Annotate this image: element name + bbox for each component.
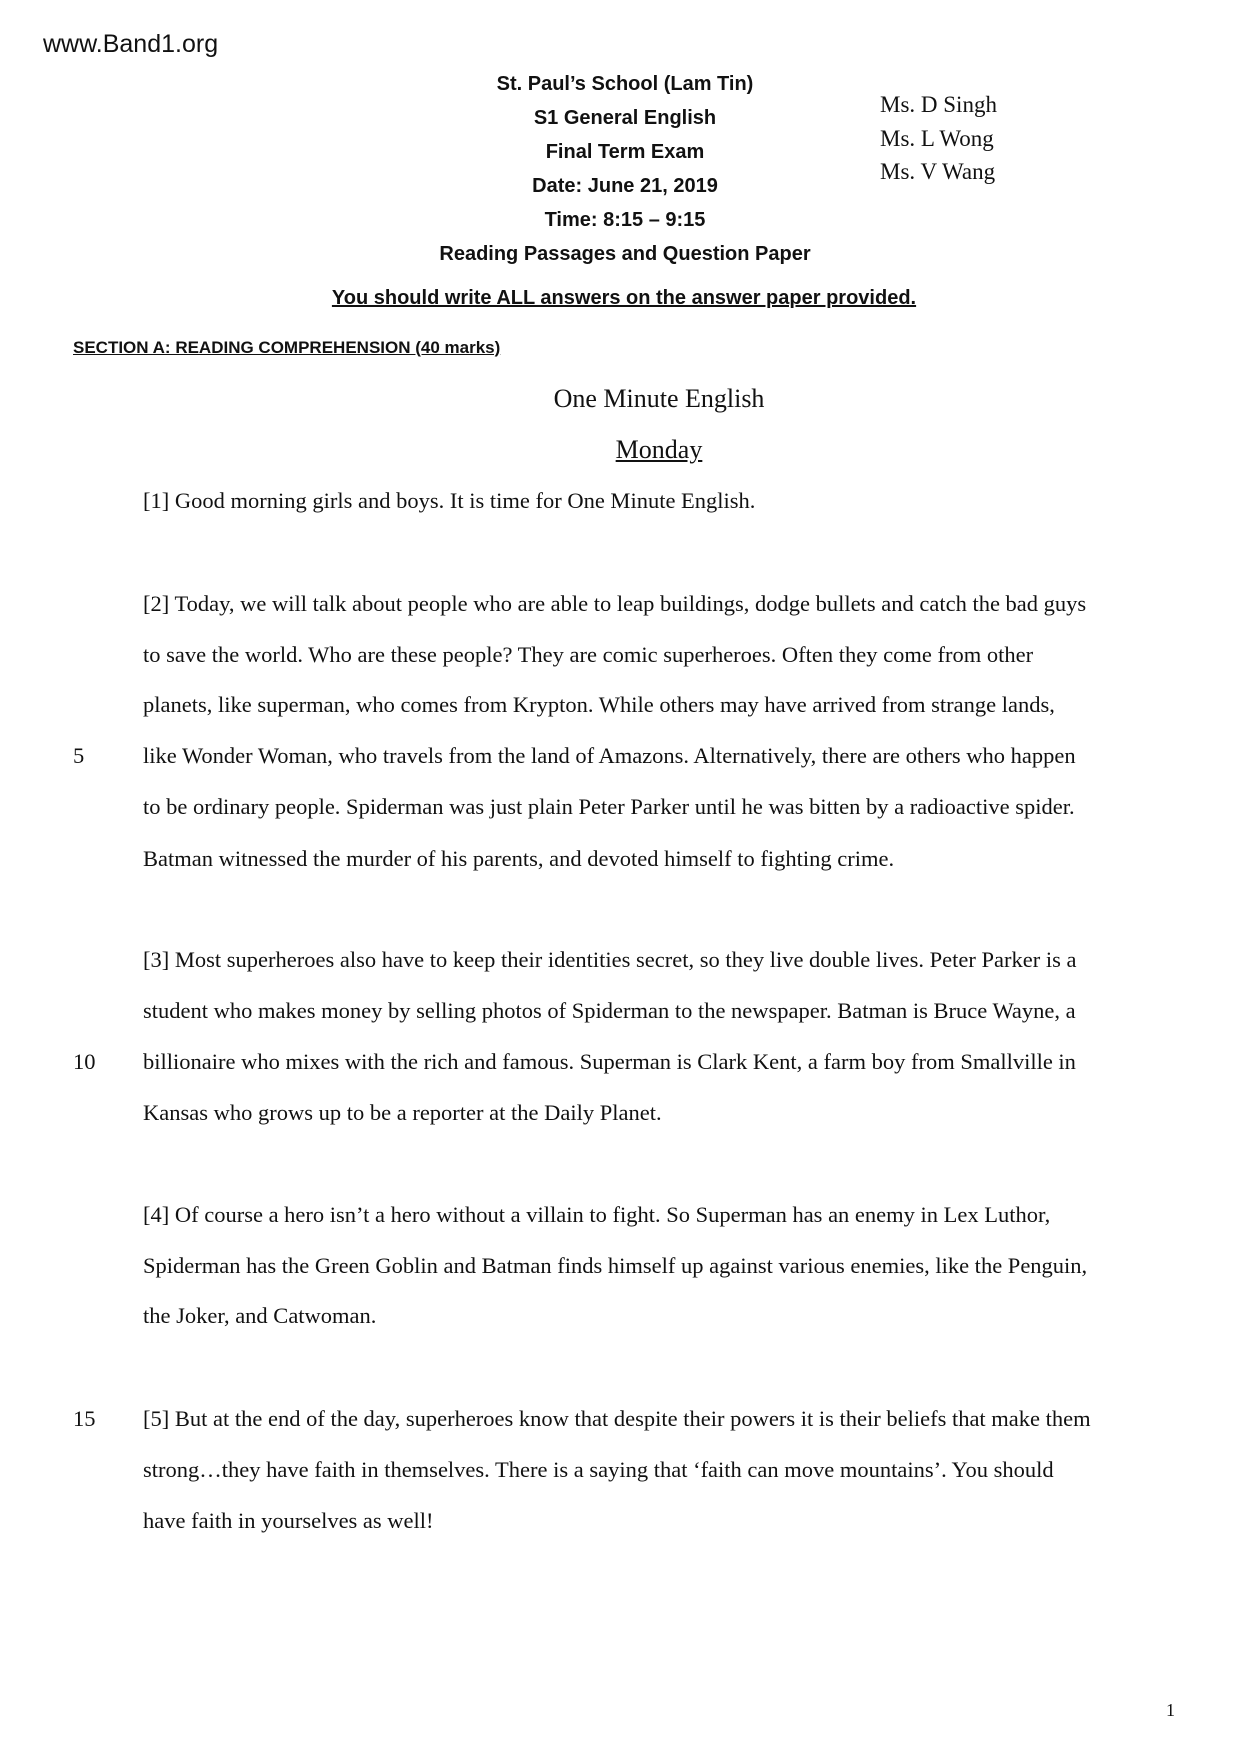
passage-line: student who makes money by selling photos of Spiderman to the newspaper. Batman is Bruce Wayne, a — [143, 998, 1076, 1023]
passage-line: to be ordinary people. Spiderman was just plain Peter Parker until he was bitten by a radioactive spider. — [143, 794, 1075, 819]
passage-line: like Wonder Woman, who travels from the land of Amazons. Alternatively, there are others who happen — [143, 743, 1076, 768]
passage-line: [5] But at the end of the day, superheroes know that despite their powers it is their beliefs that make them — [143, 1406, 1091, 1431]
passage-line: Spiderman has the Green Goblin and Batman finds himself up against various enemies, like the Penguin, — [143, 1253, 1088, 1278]
passage-line: strong…they have faith in themselves. There is a saying that ‘faith can move mountains’. You should — [143, 1457, 1054, 1482]
exam-time: Time: 8:15 – 9:15 — [544, 209, 706, 231]
passage-line: the Joker, and Catwoman. — [143, 1303, 377, 1328]
passage-subtitle: Monday — [615, 435, 703, 464]
teacher-name: Ms. D Singh — [880, 92, 997, 117]
passage-line: planets, like superman, who comes from Krypton. While others may have arrived from strange lands, — [143, 692, 1055, 717]
line-number: 5 — [73, 743, 85, 768]
passage-line: billionaire who mixes with the rich and famous. Superman is Clark Kent, a farm boy from Smallville in — [143, 1049, 1076, 1074]
exam-name: Final Term Exam — [545, 141, 705, 163]
line-number: 15 — [73, 1406, 96, 1431]
watermark: www.Band1.org — [43, 30, 219, 58]
paper-title: Reading Passages and Question Paper — [439, 243, 811, 265]
passage-line: [4] Of course a hero isn’t a hero without a villain to fight. So Superman has an enemy in Lex Luthor, — [143, 1202, 1051, 1227]
passage-title: One Minute English — [553, 384, 765, 413]
school-name: St. Paul’s School (Lam Tin) — [496, 73, 754, 95]
passage-line: Kansas who grows up to be a reporter at the Daily Planet. — [143, 1100, 662, 1125]
passage-line: to save the world. Who are these people? They are comic superheroes. Often they come from other — [143, 642, 1034, 667]
instruction: You should write ALL answers on the answer paper provided. — [331, 287, 917, 309]
section-heading: SECTION A: READING COMPREHENSION (40 marks) — [73, 338, 501, 357]
line-number: 10 — [73, 1049, 96, 1074]
passage-line: have faith in yourselves as well! — [143, 1508, 434, 1533]
subject: S1 General English — [533, 107, 717, 129]
teacher-name: Ms. V Wang — [880, 159, 996, 184]
passage-line: Batman witnessed the murder of his parents, and devoted himself to fighting crime. — [143, 846, 895, 871]
teacher-name: Ms. L Wong — [880, 126, 994, 151]
passage-line: [1] Good morning girls and boys. It is time for One Minute English. — [143, 488, 756, 513]
exam-date: Date: June 21, 2019 — [532, 175, 718, 197]
passage-line: [3] Most superheroes also have to keep their identities secret, so they live double lives. Peter Parker is a — [143, 947, 1077, 972]
passage-line: [2] Today, we will talk about people who are able to leap buildings, dodge bullets and catch the bad guys — [143, 591, 1087, 616]
page-number: 1 — [1166, 1700, 1175, 1720]
